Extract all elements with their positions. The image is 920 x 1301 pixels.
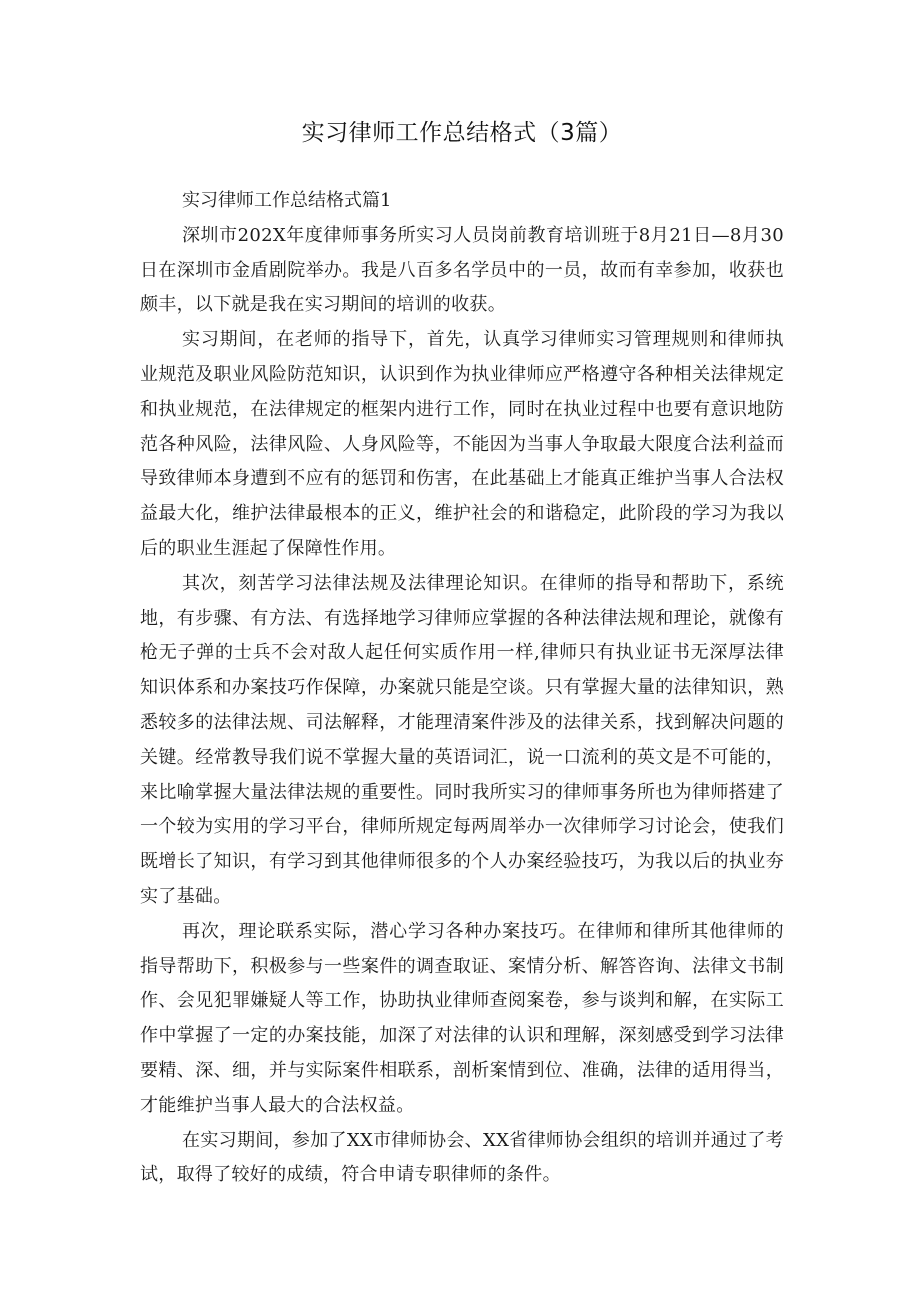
- section-heading: 实习律师工作总结格式篇1: [182, 190, 392, 211]
- body-paragraph: 在实习期间，参加了XX市律师协会、XX省律师协会组织的培训并通过了考试，取得了较好的成绩，符合申请专职律师的条件。: [140, 1129, 784, 1186]
- body-paragraph: 深圳市202X年度律师事务所实习人员岗前教育培训班于8月21日—8月30日在深圳市金盾剧院举办。我是八百多名学员中的一员，故而有幸参加，收获也颇丰，以下就是我在实习期间的培训的收获。: [140, 224, 784, 316]
- body-paragraph: 实习期间，在老师的指导下，首先，认真学习律师实习管理规则和律师执业规范及职业风险防范知识，认识到作为执业律师应严格遵守各种相关法律规定和执业规范，在法律规定的框架内进行工作，同时在执业过程中也要有意识地防范各种风险，法律风险、人身风险等，不能因为当事人争取最大限度合法利益而导致律师本身遭到不应有的惩罚和伤害，在此基础上才能真正维护当事人合法权益最大化，维护法律最根本的正义，维护社会的和谐稳定，此阶段的学习为我以后的职业生涯起了保障性作用。: [140, 329, 784, 559]
- body-paragraph: 再次，理论联系实际，潜心学习各种办案技巧。在律师和律所其他律师的指导帮助下，积极参与一些案件的调查取证、案情分析、解答咨询、法律文书制作、会见犯罪嫌疑人等工作，协助执业律师查阅案卷，参与谈判和解，在实际工作中掌握了一定的办案技能，加深了对法律的认识和理解，深刻感受到学习法律要精、深、细，并与实际案件相联系，剖析案情到位、准确，法律的适用得当，才能维护当事人最大的合法权益。: [140, 920, 784, 1116]
- body-paragraph: 其次，刻苦学习法律法规及法律理论知识。在律师的指导和帮助下，系统地，有步骤、有方法、有选择地学习律师应掌握的各种法律法规和理论，就像有枪无子弹的士兵不会对敌人起任何实质作用一样,律师只有执业证书无深厚法律知识体系和办案技巧作保障，办案就只能是空谈。只有掌握大量的法律知识，熟悉较多的法律法规、司法解释，才能理清案件涉及的法律关系，找到解决问题的关键。经常教导我们说不掌握大量的英语词汇，说一口流利的英文是不可能的，来比喻掌握大量法律法规的重要性。同时我所实习的律师事务所也为律师搭建了一个较为实用的学习平台，律师所规定每两周举办一次律师学习讨论会，使我们既增长了知识，有学习到其他律师很多的个人办案经验技巧，为我以后的执业夯实了基础。: [140, 572, 784, 907]
- document-title: 实习律师工作总结格式（3篇）: [301, 120, 623, 146]
